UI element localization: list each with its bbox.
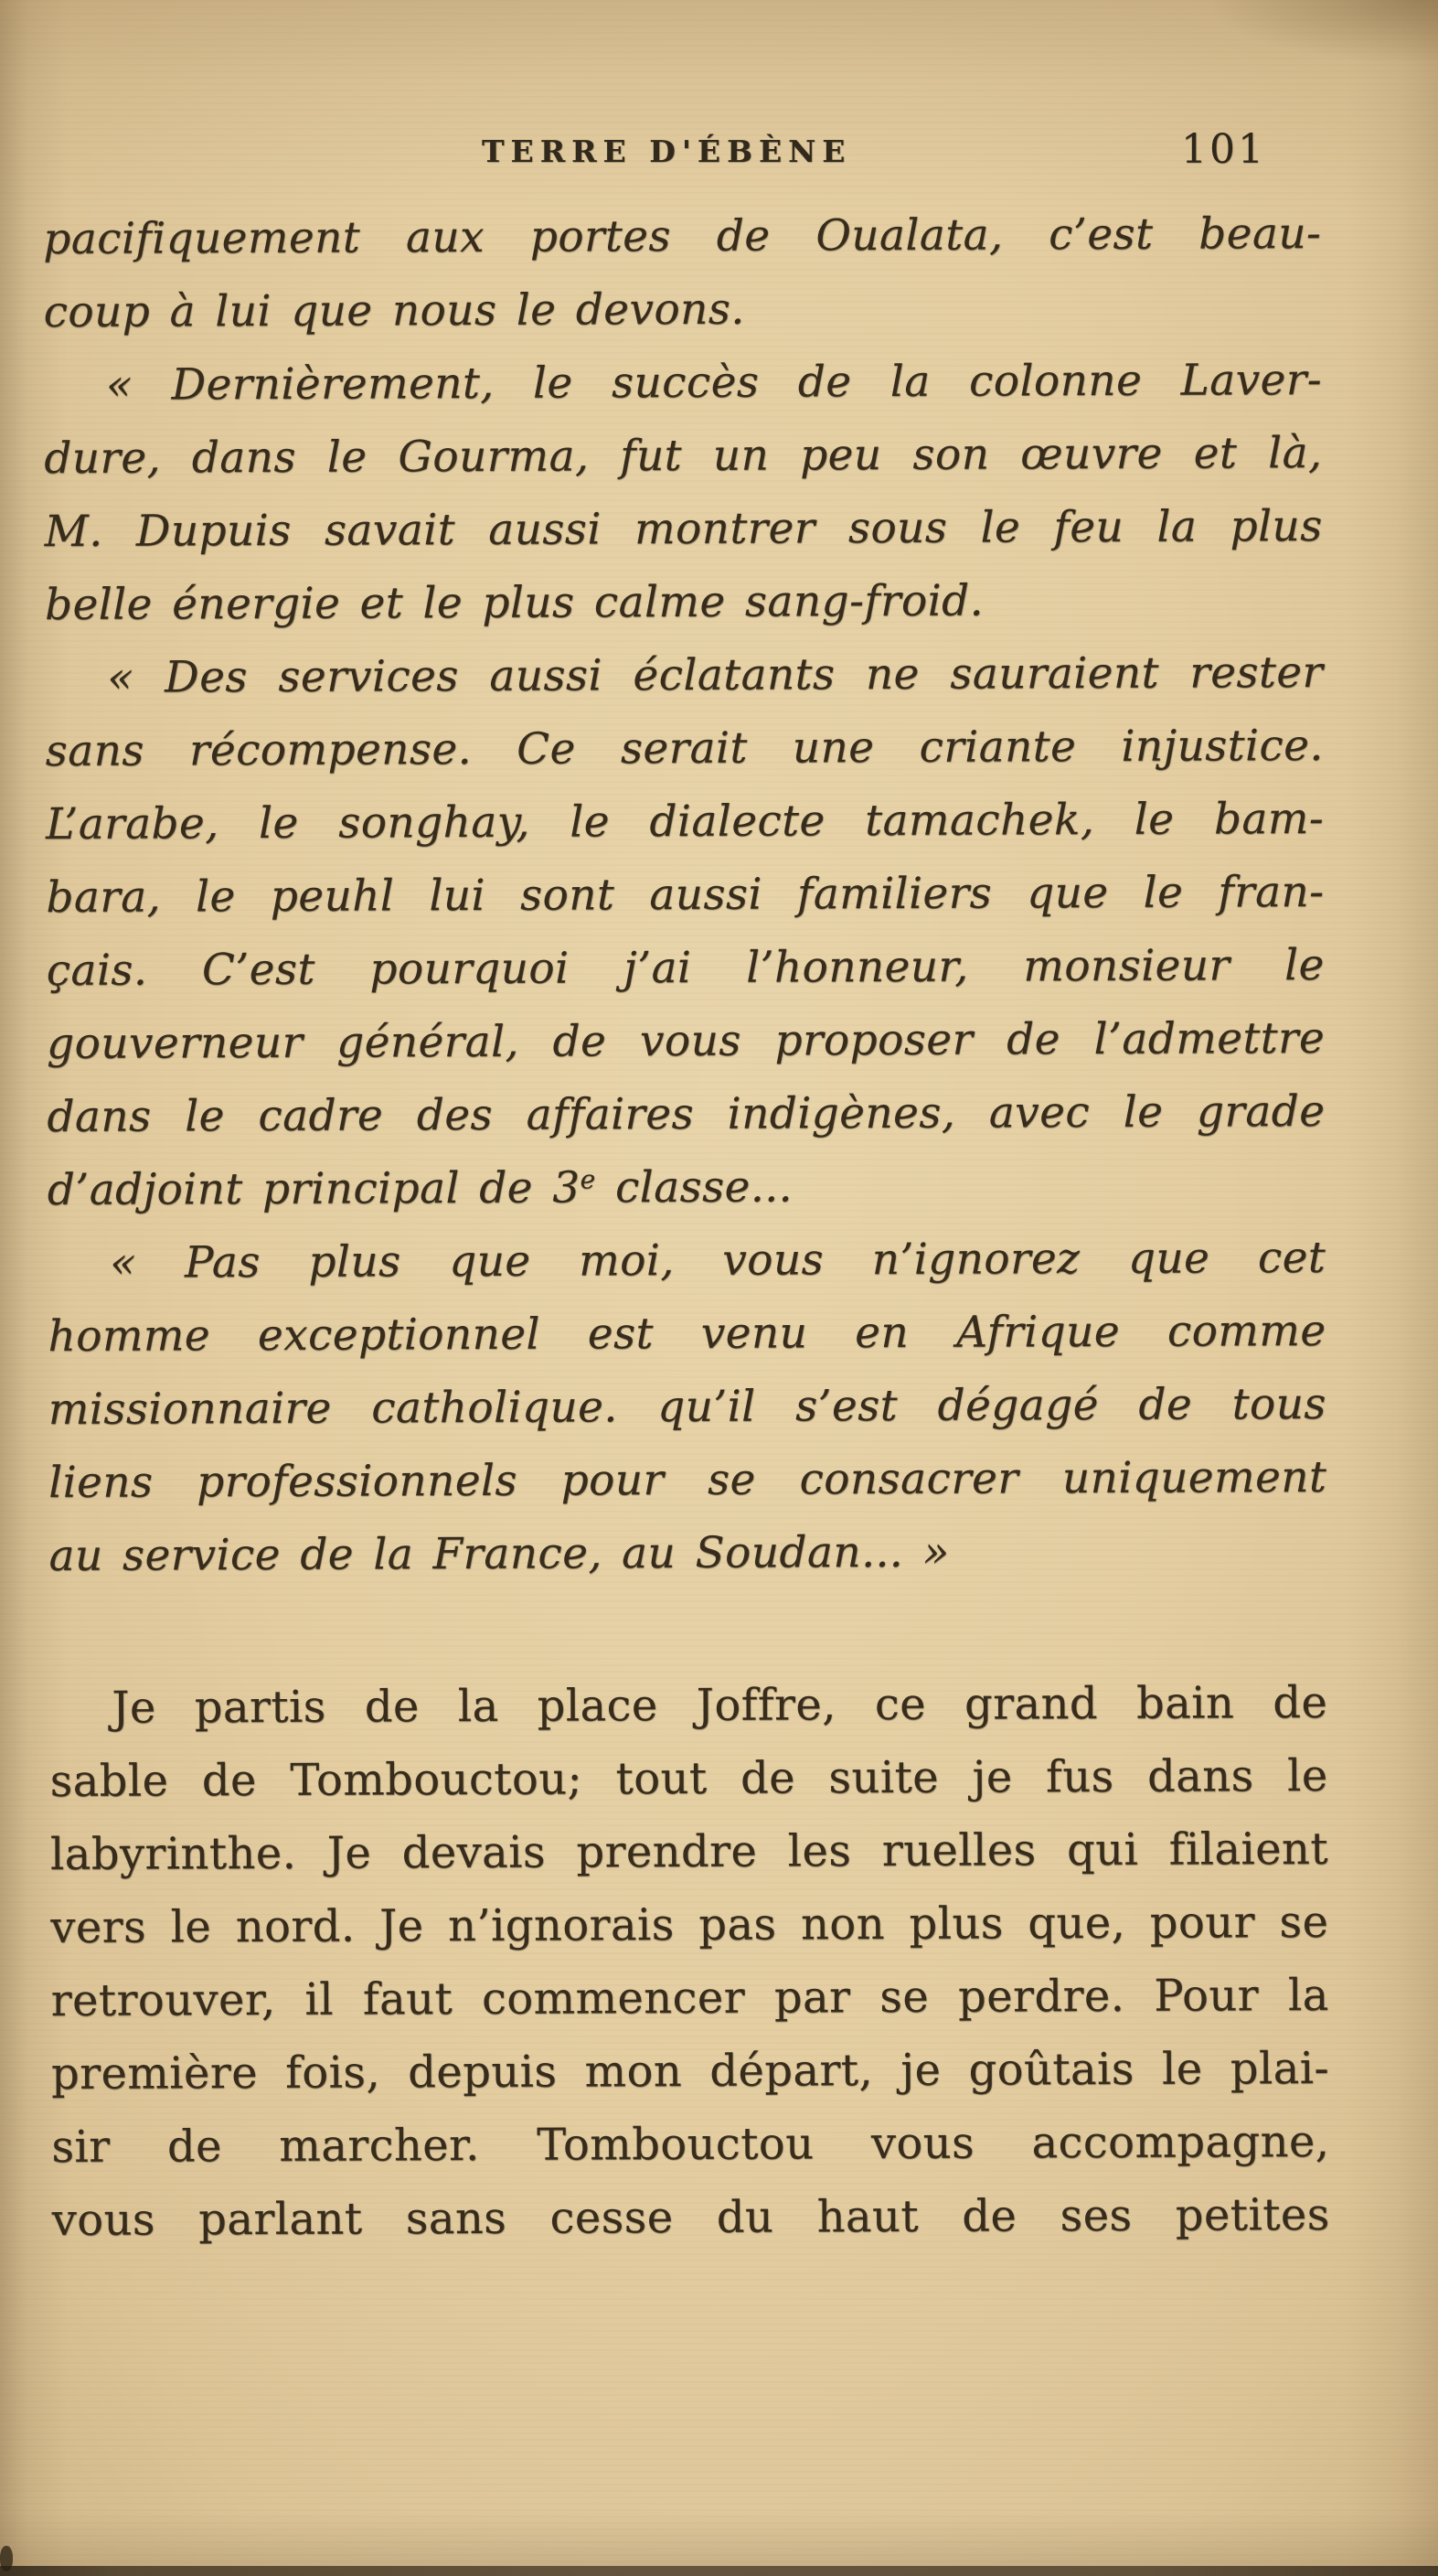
text-line: « Des services aussi éclatants ne sauraient rester (107, 647, 1324, 703)
text-line: au service de la France, au Soudan... » (48, 1526, 950, 1581)
superscript-text: e (580, 1164, 596, 1195)
text-line (48, 1149, 1326, 1227)
text-segment: d’adjoint principal de 3 (47, 1162, 581, 1216)
text-line: missionnaire catholique. qu’il s’est dégagé de tous (48, 1378, 1326, 1435)
ink-speck (0, 2546, 13, 2571)
text-line: vers le nord. Je n’ignorais pas non plus que, pour se (50, 1896, 1329, 1953)
text-line: çais. C’est pourquoi j’ai l’honneur, monsieur le (46, 939, 1325, 997)
text-line: bara, le peuhl lui sont aussi familiers que le fran- (46, 866, 1325, 924)
text-line: M. Dupuis savait aussi montrer sous le feu la plus (44, 500, 1323, 558)
page-header-title: TERRE D'ÉBÈNE (482, 134, 852, 169)
text-line: vous parlant sans cesse du haut de ses petites (51, 2188, 1330, 2246)
text-line: belle énergie et le plus calme sang-froid. (44, 575, 985, 631)
text-line: gouverneur général, de vous proposer de l’admettre (46, 1012, 1326, 1070)
text-line: sable de Tombouctou; tout de suite je fus dans le (49, 1749, 1328, 1807)
text-line: première fois, depuis mon départ, je goûtais le plai- (50, 2042, 1330, 2100)
text-line: homme exceptionnel est venu en Afrique comme (48, 1305, 1326, 1362)
text-line: pacifiquement aux portes de Oualata, c’est beau- (43, 208, 1322, 265)
text-line: liens professionnels pour se consacrer uniquement (48, 1451, 1327, 1508)
text-line: retrouver, il faut commencer par se perdre. Pour la (50, 1969, 1329, 2026)
text-block (43, 198, 1330, 2257)
text-line: dans le cadre des affaires indigènes, avec le grade (47, 1085, 1326, 1143)
text-line: sans récompense. Ce serait une criante injustice. (45, 720, 1324, 777)
page-bottom-edge (0, 2566, 1438, 2576)
text-line: dure, dans le Gourma, fut un peu son œuvre et là, (44, 427, 1323, 485)
text-segment: classe... (595, 1161, 793, 1213)
text-line: L’arabe, le songhay, le dialecte tamachek, le bam- (45, 793, 1325, 850)
text-line: « Dernièrement, le succès de la colonne Laver- (105, 354, 1323, 411)
text-line: sir de marcher. Tombouctou vous accompagne, (51, 2115, 1330, 2173)
text-line: labyrinthe. Je devais prendre les ruelles qui filaient (49, 1822, 1329, 1880)
text-line: « Pas plus que moi, vous n’ignorez que cet (110, 1232, 1326, 1288)
text-line: coup à lui que nous le devons. (43, 283, 745, 338)
text-line: Je partis de la place Joffre, ce grand bain de (112, 1676, 1328, 1734)
page-number: 101 (1181, 126, 1266, 173)
